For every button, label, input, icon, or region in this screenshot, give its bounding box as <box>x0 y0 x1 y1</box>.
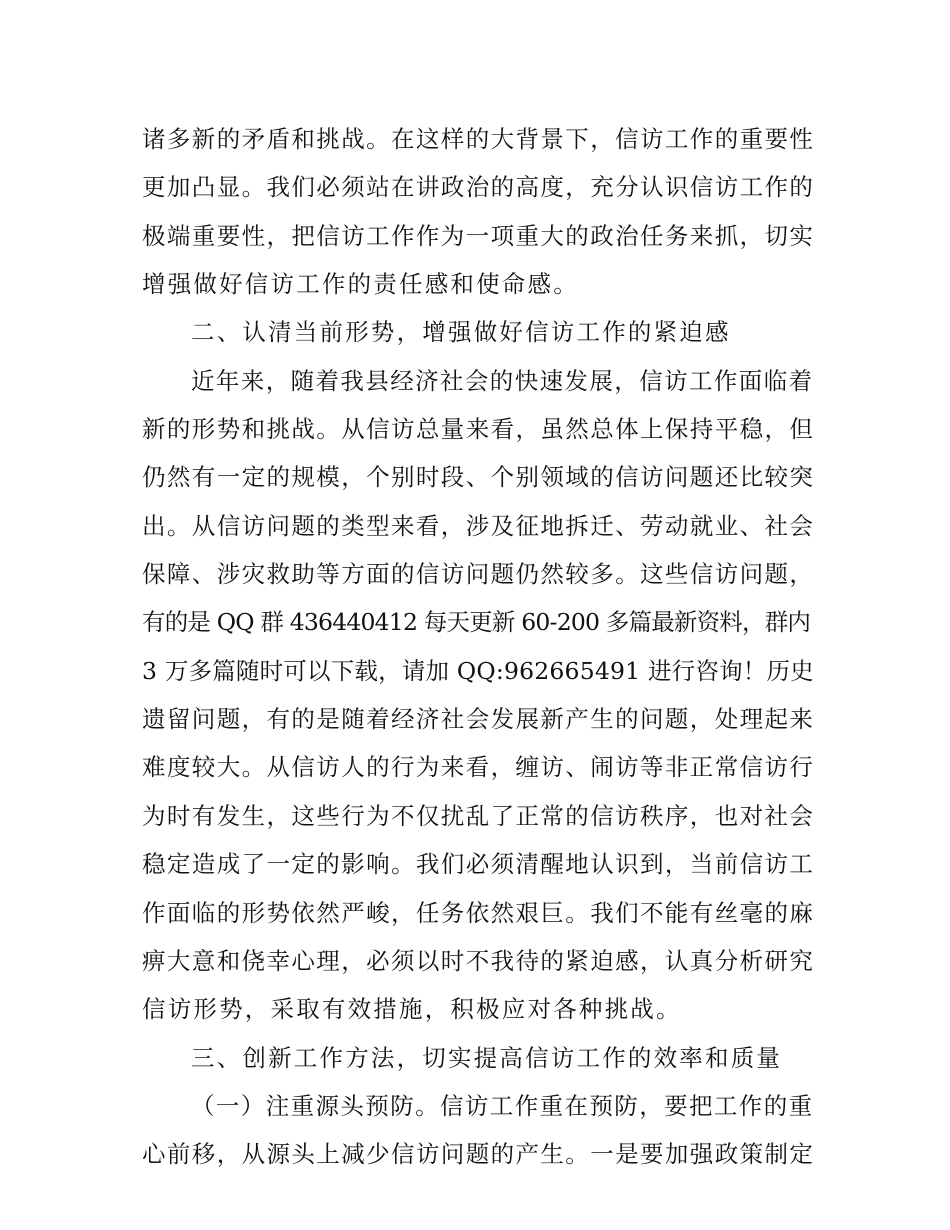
text-line: 出。从信访问题的类型来看，涉及征地拆迁、劳动就业、社会 <box>142 511 815 540</box>
text-line: 近年来，随着我县经济社会的快速发展，信访工作面临着 <box>191 366 814 395</box>
text-line: （一）注重源头预防。信访工作重在预防，要把工作的重 <box>191 1091 814 1120</box>
section-heading-two <box>142 308 814 356</box>
text-line: 仍然有一定的规模，个别时段、个别领域的信访问题还比较突 <box>142 463 815 492</box>
text-line: 难度较大。从信访人的行为来看，缠访、闹访等非正常信访行 <box>142 753 815 782</box>
text-line: 为时有发生，这些行为不仅扰乱了正常的信访秩序，也对社会 <box>142 801 815 830</box>
text-line: 增强做好信访工作的责任感和使命感。 <box>142 270 579 299</box>
text-line: 极端重要性，把信访工作作为一项重大的政治任务来抓，切实 <box>142 221 815 250</box>
text-line: 心前移，从源头上减少信访问题的产生。一是要加强政策制定 <box>142 1140 815 1169</box>
text-line: 保障、涉灾救助等方面的信访问题仍然较多。这些信访问题， <box>142 560 815 589</box>
section-heading-three <box>142 1034 814 1082</box>
text-line: 3 万多篇随时可以下载，请加 QQ:962665491 进行咨询！历史 <box>142 656 814 685</box>
text-line: 作面临的形势依然严峻，任务依然艰巨。我们不能有丝毫的麻 <box>142 898 815 927</box>
text-line: 更加凸显。我们必须站在讲政治的高度，充分认识信访工作的 <box>142 173 815 202</box>
text-line: 信访形势，采取有效措施，积极应对各种挑战。 <box>142 995 682 1024</box>
document-body <box>142 115 814 1179</box>
text-line: 有的是 QQ 群 436440412 每天更新 60-200 多篇最新资料，群内 <box>142 608 811 637</box>
paragraph-intro-continuation <box>142 115 814 308</box>
text-line: 遗留问题，有的是随着经济社会发展新产生的问题，处理起来 <box>142 705 815 734</box>
text-line: 稳定造成了一定的影响。我们必须清醒地认识到，当前信访工 <box>142 850 815 879</box>
heading-text: 三、创新工作方法，切实提高信访工作的效率和质量 <box>191 1043 783 1072</box>
text-line: 痹大意和侥幸心理，必须以时不我待的紧迫感，认真分析研究 <box>142 946 815 975</box>
paragraph-source-prevention <box>142 1082 814 1179</box>
heading-text: 二、认清当前形势，增强做好信访工作的紧迫感 <box>191 318 731 347</box>
paragraph-situation <box>142 357 814 1034</box>
text-line: 诸多新的矛盾和挑战。在这样的大背景下，信访工作的重要性 <box>142 125 815 153</box>
text-line: 新的形势和挑战。从信访总量来看，虽然总体上保持平稳，但 <box>142 415 815 444</box>
